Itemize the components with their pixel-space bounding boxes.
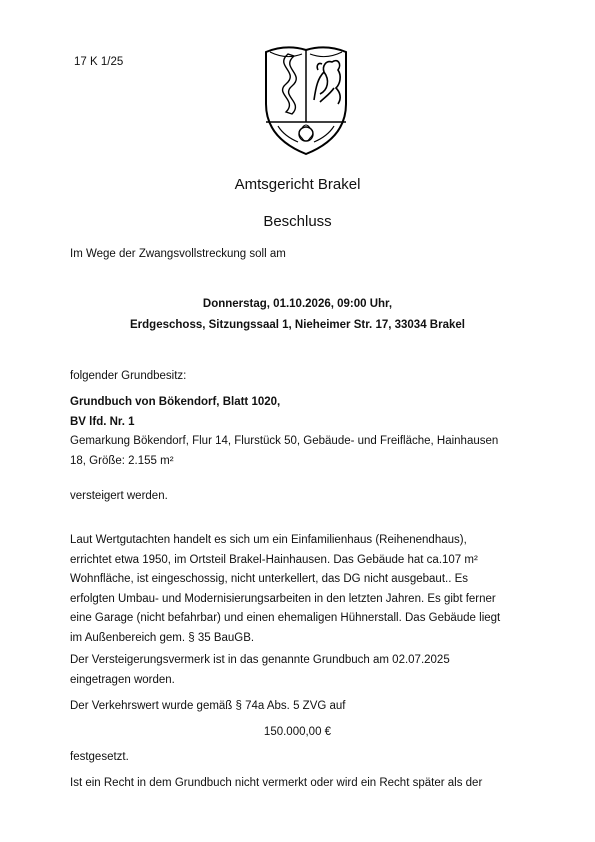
appraisal-line: im Außenbereich gem. § 35 BauGB.: [70, 631, 255, 644]
value-intro: Der Verkehrswert wurde gemäß § 74a Abs. 5 ZVG auf: [70, 700, 346, 712]
auction-phrase: versteigert werden.: [70, 490, 168, 502]
appraisal-line: eine Garage (nicht befahrbar) und einen ehemaligen Hühnerstall. Das Gebäude liegt: [70, 612, 501, 625]
appointment-date: Donnerstag, 01.10.2026, 09:00 Uhr,: [202, 298, 393, 310]
final-line: Ist ein Recht in dem Grundbuch nicht vermerkt oder wird ein Recht später als der: [70, 777, 483, 789]
parcel-description-1: Gemarkung Bökendorf, Flur 14, Flurstück 50, Gebäude- und Freifläche, Hainhausen: [70, 435, 499, 447]
file-number: 17 K 1/25: [74, 56, 124, 68]
document-title: Beschluss: [263, 213, 332, 230]
appraisal-line: erfolgten Umbau- und Modernisierungsarbeiten in den letzten Jahren. Es gibt ferner: [70, 592, 496, 605]
appointment-location: Erdgeschoss, Sitzungssaal 1, Nieheimer Str. 17, 33034 Brakel: [130, 319, 465, 331]
value-outro: festgesetzt.: [70, 751, 129, 763]
appraisal-line: errichtet etwa 1950, im Ortsteil Brakel-Hainhausen. Das Gebäude hat ca.107 m²: [70, 553, 478, 566]
register-item-number: BV lfd. Nr. 1: [70, 416, 135, 428]
appraisal-paragraph: [70, 531, 528, 649]
parcel-description-2: 18, Größe: 2.155 m²: [70, 455, 174, 467]
land-register-line: Grundbuch von Bökendorf, Blatt 1020,: [70, 396, 281, 408]
registration-line: eingetragen worden.: [70, 673, 175, 686]
coat-of-arms-emblem: [258, 42, 354, 158]
appraisal-line: Laut Wertgutachten handelt es sich um ein Einfamilienhaus (Reihenendhaus),: [70, 534, 467, 546]
registration-paragraph: [70, 651, 528, 690]
intro-text: Im Wege der Zwangsvollstreckung soll am: [70, 248, 286, 260]
court-name: Amtsgericht Brakel: [234, 176, 361, 193]
appraisal-line: Wohnfläche, ist eingeschossig, nicht unterkellert, das DG nicht ausgebaut.. Es: [70, 573, 469, 586]
registration-line: Der Versteigerungsvermerk ist in das genannte Grundbuch am 02.07.2025: [70, 654, 450, 666]
market-value: 150.000,00 €: [263, 726, 332, 738]
property-intro: folgender Grundbesitz:: [70, 370, 187, 382]
